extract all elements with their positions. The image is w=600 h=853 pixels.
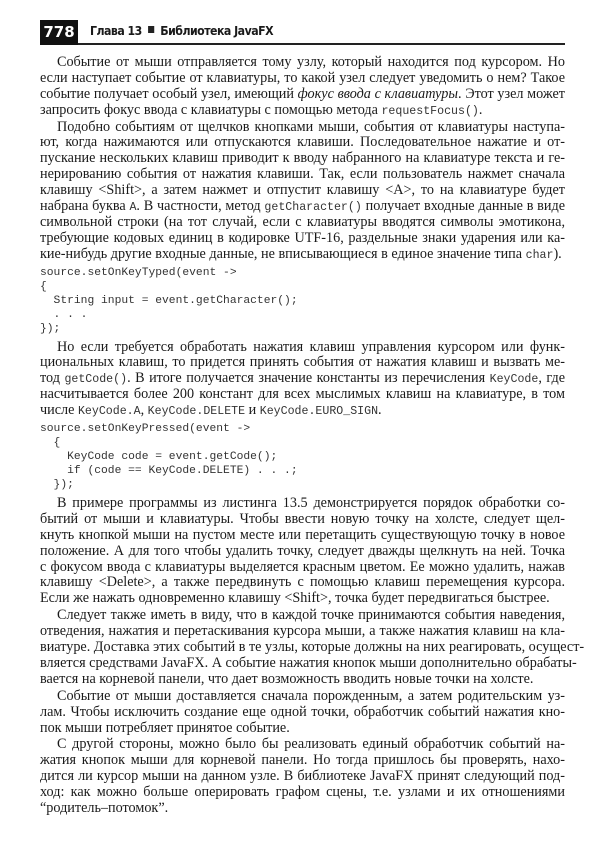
text-run: В примере программы из листинга 13.5 демонстрируется порядок обработки со-	[57, 495, 565, 512]
code-line: . . .	[40, 308, 88, 321]
text-run: Следует также иметь в виду, что в каждой точке принимаются события наведения,	[57, 607, 565, 624]
text-run: нерированию события от нажатия клавиши. Так, если пользователь нажмет сначала	[40, 166, 565, 183]
paragraph	[40, 55, 565, 119]
text-line	[40, 231, 565, 247]
text-run: “родитель–потомок”.	[40, 799, 169, 816]
text-run: Подобно событиям от щелчков кнопками мыши, события от клавиатуры наступа-	[57, 118, 565, 135]
inline-code: A	[129, 201, 137, 215]
text-run: С другой стороны, можно было бы реализовать единый обработчик событий на-	[57, 736, 565, 753]
page-number: 778	[40, 20, 78, 45]
text-line	[40, 769, 565, 785]
text-line	[40, 340, 565, 356]
text-line	[40, 528, 565, 544]
text-run: клавишу <Delete>, а также передвинуть с помощью клавиш перемещения курсора.	[40, 574, 565, 591]
text-run: циональных клавиш, то придется принять события от нажатия клавиш и вызвать ме-	[40, 354, 565, 371]
text-run: лам. Чтобы исключить создание еще одной точки, обработчик событий нажатия кно-	[40, 703, 565, 720]
text-line	[40, 737, 565, 753]
inline-code: requestFocus()	[381, 104, 479, 118]
text-run: набрана буква	[40, 198, 130, 215]
paragraph	[40, 689, 565, 737]
inline-code: KeyCode.DELETE	[147, 405, 246, 419]
text-run: дится ли курсор мыши на данном узле. В библиотеке JavaFX принят следующий под-	[40, 768, 565, 785]
text-run: ,	[140, 402, 148, 419]
text-run: отведения, нажатия и перетаскивания курсора мыши, а также нажатия клавиш на кла-	[40, 623, 565, 640]
page-body	[40, 54, 585, 818]
text-line	[40, 544, 565, 560]
text-run: вляется средствами JavaFX. А событие нажатия кнопок мыши дополнительно обрабаты-	[40, 654, 577, 671]
text-run: символьной строки (на тот случай, если с клавиатуры вводятся символы эмотикона,	[40, 213, 565, 230]
text-run: виатуре. Доставка этих событий в те узлы, которые должны на них реагировать, осущест-	[40, 639, 585, 656]
text-line	[40, 512, 565, 528]
text-line	[40, 215, 565, 231]
text-line	[40, 608, 565, 624]
text-run: пускание нескольких клавиш приводит к вводу набранного на клавиатуре текста и ге-	[40, 150, 565, 167]
text-run: запросить фокус ввода с клавиатуры с помощью метода	[40, 101, 382, 118]
inline-code: KeyCode	[489, 373, 539, 387]
text-run: положение. А для того чтобы удалить точку, следует дважды щелкнуть на ней. Точка	[40, 542, 565, 559]
running-title	[90, 23, 273, 38]
text-line	[40, 721, 565, 737]
inline-code: getCharacter()	[264, 201, 362, 215]
text-run: пок мыши потребляет принятое событие.	[40, 719, 290, 736]
chapter-label: Глава 13	[90, 23, 142, 38]
code-line: KeyCode code = event.getCode();	[40, 451, 278, 464]
chapter-title: Библиотека JavaFX	[160, 23, 274, 38]
text-line	[40, 496, 565, 512]
text-line	[40, 120, 565, 136]
text-line	[40, 403, 565, 419]
inline-code: char	[525, 248, 554, 262]
text-line	[40, 801, 565, 817]
text-line	[40, 672, 565, 688]
text-line	[40, 654, 577, 672]
text-run: ).	[553, 245, 562, 262]
text-run: событие получает особый узел, имеющий	[40, 85, 298, 102]
text-run: бытий от мыши и клавиатуры. Чтобы ввести новую точку на холсте, следует щел-	[40, 510, 565, 527]
code-line: if (code == KeyCode.DELETE) . . .;	[40, 465, 298, 478]
paragraph	[40, 607, 585, 687]
code-line: source.setOnKeyPressed(event ->	[40, 423, 251, 436]
paragraph	[40, 737, 565, 816]
text-run: и	[245, 402, 260, 419]
text-line	[40, 591, 565, 607]
text-line	[40, 355, 565, 371]
text-run: получает входные данные в виде	[361, 198, 565, 215]
paragraph	[40, 340, 565, 419]
text-line	[40, 624, 565, 640]
text-run: тод	[40, 370, 65, 387]
text-line	[40, 151, 565, 167]
code-line: });	[40, 322, 61, 335]
text-run: Если же нажать одновременно клавишу <Shift>, точка будет передвигаться быстрее.	[40, 590, 550, 607]
text-line	[40, 87, 565, 103]
text-run: насчитывается более 200 констант для всех мыслимых клавиш на клавиатуре, в том	[40, 386, 565, 403]
text-line	[40, 247, 565, 263]
text-line	[40, 689, 565, 705]
running-header	[40, 20, 565, 45]
text-run: с фокусом ввода с клавиатуры выделяется красным цветом. Ее можно удалить, нажав	[40, 558, 565, 575]
emphasis: фокус ввода с клавиатуры	[297, 85, 458, 102]
text-line	[40, 387, 565, 403]
text-run: Событие от мыши отправляется тому узлу, который находится под курсором. Но	[57, 54, 565, 70]
text-run: .	[378, 402, 382, 419]
text-run: ют, когда нажимаются или отпускаются клавиши. Последовательное нажатие и от-	[40, 134, 565, 151]
text-line	[40, 71, 565, 87]
text-run: требующие кодовых единиц в кодировке UTF-16, раздельные знаки ударения или ка-	[40, 229, 565, 246]
paragraph	[40, 496, 565, 607]
text-run: Но если требуется обработать нажатия клавиш управления курсором или функ-	[57, 338, 565, 355]
code-listing	[40, 422, 565, 492]
inline-code: KeyCode.A	[77, 405, 141, 419]
text-line	[40, 103, 565, 119]
inline-code: getCode()	[64, 373, 128, 387]
text-line	[40, 199, 565, 215]
text-line	[40, 167, 565, 183]
text-run: кие-нибудь другие входные данные, не вписывающиеся в единое значение типа	[40, 245, 526, 262]
text-line	[40, 55, 565, 71]
text-run: . В частности, метод	[136, 198, 265, 215]
text-run: . Этот узел может	[457, 85, 565, 102]
text-line	[40, 753, 565, 769]
text-line	[40, 575, 565, 591]
inline-code: KeyCode.EURO_SIGN	[259, 405, 379, 419]
text-run: , где	[538, 370, 565, 387]
text-line	[40, 560, 565, 576]
text-run: числе	[40, 402, 78, 419]
text-run: если наступает событие от клавиатуры, то какой узел следует уведомить о нем? Такое	[40, 69, 565, 86]
code-line: {	[40, 437, 61, 450]
text-line	[40, 639, 585, 656]
text-line	[40, 371, 565, 387]
paragraph	[40, 120, 565, 263]
text-run: .	[478, 101, 483, 118]
code-line: String input = event.getCharacter();	[40, 294, 298, 307]
code-listing	[40, 266, 565, 336]
text-line	[40, 785, 565, 801]
text-line	[40, 135, 565, 151]
text-run: . В итоге получается значение константы из перечисления	[127, 370, 490, 387]
text-run: вается на корневой панели, что дает возможность вводить новые точки на холсте.	[40, 670, 534, 687]
text-line	[40, 183, 565, 199]
code-line: source.setOnKeyTyped(event ->	[40, 266, 237, 279]
text-run: жатия кнопок мыши для корневой панели. Но тогда пришлось бы проверять, нахо-	[40, 752, 565, 769]
code-line: });	[40, 479, 74, 492]
text-line	[40, 705, 565, 721]
text-run: кнуть кнопкой мыши на пустом месте или перетащить существующую точку в новое	[40, 526, 565, 543]
text-run: ход: как можно больше оперировать графом сцены, т.е. узлами и их отношениями	[40, 784, 565, 801]
square-bullet-icon	[148, 26, 154, 33]
code-line: {	[40, 280, 47, 293]
text-run: клавишу <Shift>, а затем нажмет и отпустит клавишу <A>, то на клавиатуре будет	[40, 182, 565, 199]
text-run: Событие от мыши доставляется сначала порожденным, а затем родительским уз-	[57, 687, 565, 704]
